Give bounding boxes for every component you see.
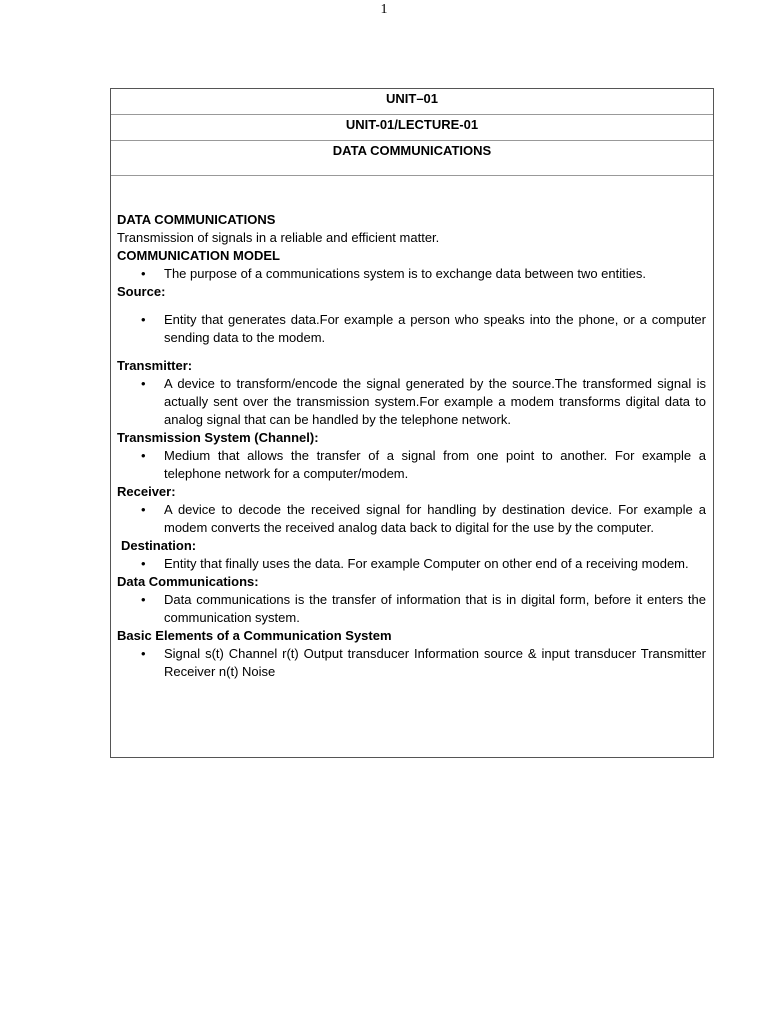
- list-item: • Medium that allows the transfer of a signal from one point to another. For example a telephone network for a computer/modem.: [164, 447, 706, 483]
- list-item: • Entity that generates data.For example a person who speaks into the phone, or a computer sending data to the modem.: [164, 311, 706, 347]
- source-list: [117, 311, 706, 347]
- unit-title: UNIT–01: [111, 89, 713, 115]
- lecture-title: UNIT-01/LECTURE-01: [111, 115, 713, 141]
- list-item: • Data communications is the transfer of information that is in digital form, before it enters the communication system.: [164, 591, 706, 627]
- list-item: • Entity that finally uses the data. For example Computer on other end of a receiving modem.: [164, 555, 706, 573]
- transmitter-list: [117, 375, 706, 429]
- channel-heading: Transmission System (Channel):: [117, 430, 319, 445]
- list-item: • A device to transform/encode the signal generated by the source.The transformed signal is actually sent over the transmission system.For example a modem transforms digital data to analog signal that can be handled by the telephone network.: [164, 375, 706, 429]
- channel-list: [117, 447, 706, 483]
- receiver-heading: Receiver:: [117, 484, 176, 499]
- basic-elements-heading: Basic Elements of a Communication System: [117, 628, 392, 643]
- source-heading: Source:: [117, 284, 166, 299]
- data-comms-list: [117, 591, 706, 627]
- receiver-list: [117, 501, 706, 537]
- lecture-frame: [110, 88, 714, 758]
- topic-title: DATA COMMUNICATIONS: [111, 141, 713, 176]
- basic-elements-list: [117, 645, 706, 681]
- model-list: [117, 265, 706, 283]
- transmitter-heading: Transmitter:: [117, 358, 193, 373]
- destination-list: [117, 555, 706, 573]
- intro-heading: DATA COMMUNICATIONS: [117, 212, 276, 227]
- destination-heading: Destination:: [121, 538, 197, 553]
- data-comms-heading: Data Communications:: [117, 574, 259, 589]
- lecture-body: [111, 176, 713, 681]
- model-heading: COMMUNICATION MODEL: [117, 248, 280, 263]
- list-item: • Signal s(t) Channel r(t) Output transducer Information source & input transducer Transmitter Receiver n(t) Noise: [164, 645, 706, 681]
- list-item: • The purpose of a communications system is to exchange data between two entities.: [164, 265, 706, 283]
- list-item: • A device to decode the received signal for handling by destination device. For example a modem converts the received analog data back to digital for the use by the computer.: [164, 501, 706, 537]
- page-number: 1: [380, 2, 388, 17]
- intro-text: Transmission of signals in a reliable and efficient matter.: [117, 230, 440, 245]
